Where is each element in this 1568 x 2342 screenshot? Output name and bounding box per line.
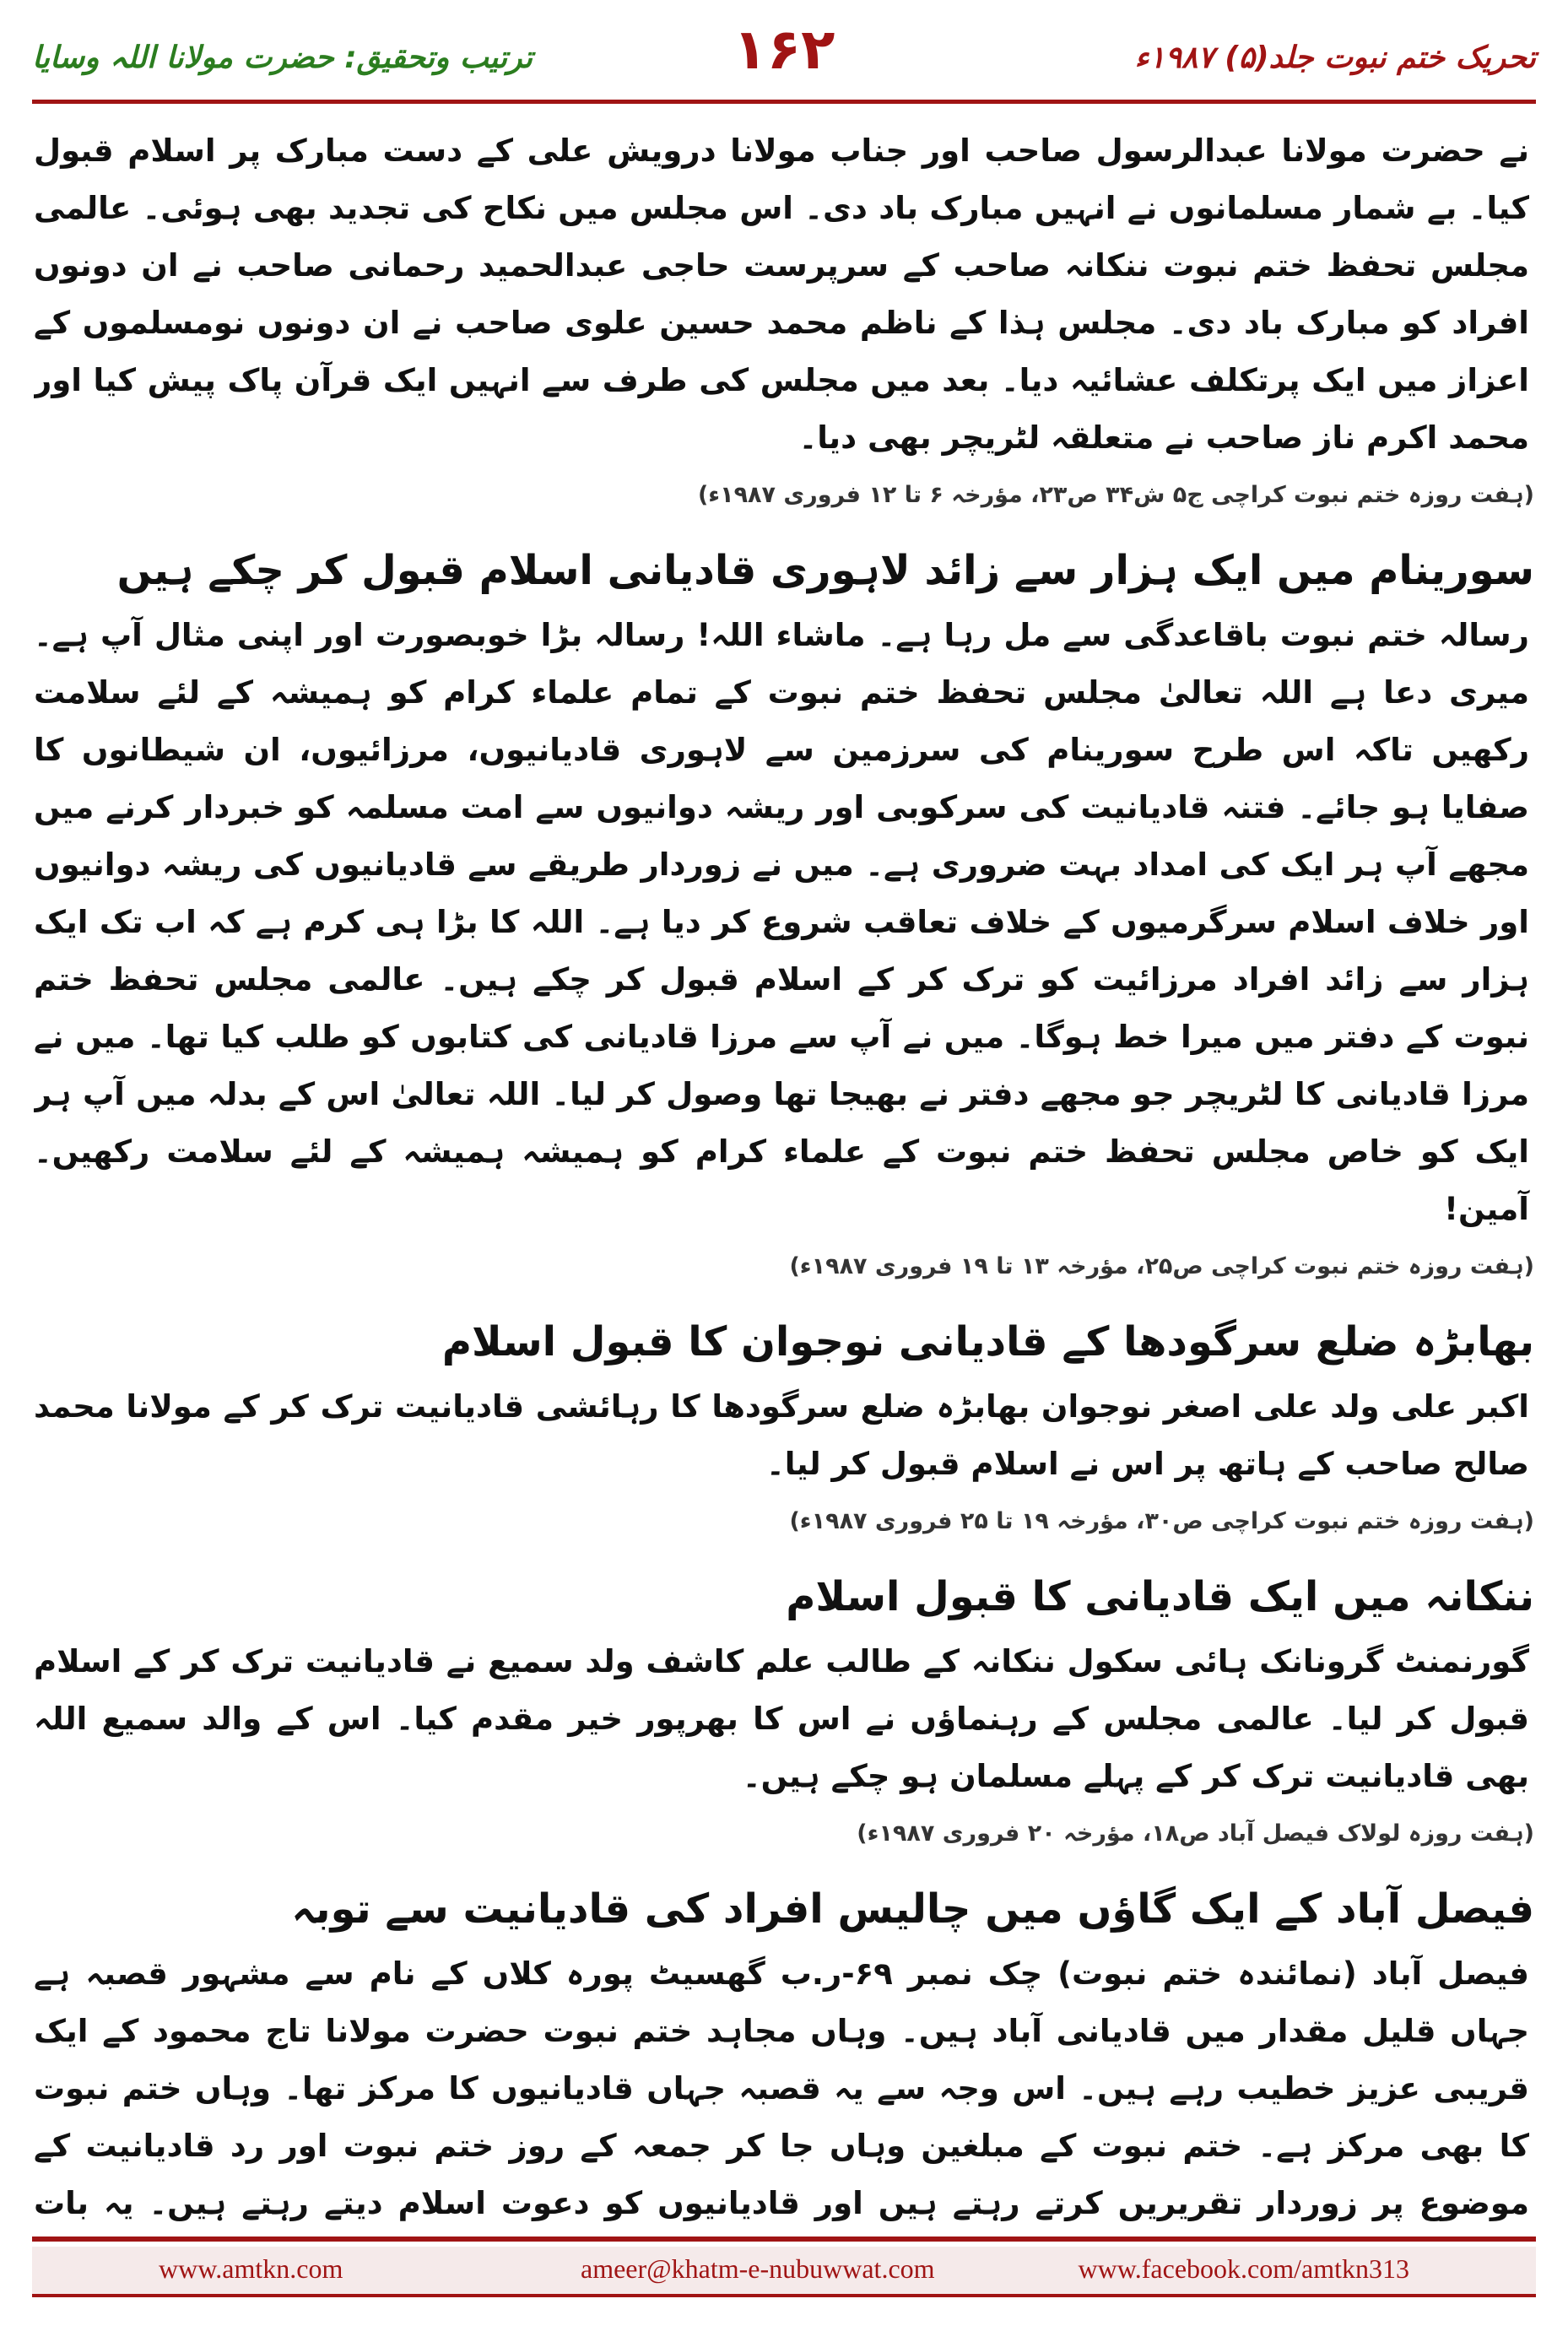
- header-rule: [32, 100, 1536, 104]
- paragraph: اکبر علی ولد علی اصغر نوجوان بھابڑہ ضلع سرگودھا کا رہائشی قادیانیت ترک کر کے مولانا محمد صالح صاحب کے ہاتھ پر اس نے اسلام قبول کر لیا۔: [34, 1388, 1529, 1482]
- header-book-title: تحریک ختم نبوت جلد(۵) ۱۹۸۷ء: [1134, 41, 1536, 75]
- paragraph: رسالہ ختم نبوت باقاعدگی سے مل رہا ہے۔ ماشاء اللہ! رسالہ بڑا خوبصورت اور اپنی مثال آپ ہے۔ میری دعا ہے اللہ تعالیٰ مجلس تحفظ ختم نبوت کے تمام علماء کرام کو ہمیشہ کے لئے سلامت رکھیں تاکہ اس طرح سورینام کی سرزمین سے لاہوری قادیانیوں، مرزائیوں، ان شیطانوں کا صفایا ہو جائے۔ فتنہ قادیانیت کی سرکوبی اور ریشہ دوانیوں سے امت مسلمہ کو خبردار کرنے میں مجھے آپ ہر ایک کی امداد بہت ضروری ہے۔ میں نے زوردار طریقے سے قادیانیوں کی ریشہ دوانیوں اور خلاف اسلام سرگرمیوں کے خلاف تعاقب شروع کر دیا ہے۔ اللہ کا بڑا ہی کرم ہے کہ اب تک ایک ہزار سے زائد افراد مرزائیت کو ترک کر کے اسلام قبول کر چکے ہیں۔ عالمی مجلس تحفظ ختم نبوت کے دفتر میں میرا خط ہوگا۔ میں نے آپ سے مرزا قادیانی کی کتابوں کو طلب کیا تھا۔ میں نے مرزا قادیانی کا لٹریچر جو مجھے دفتر نے بھیجا تھا وصول کر لیا۔ اللہ تعالیٰ اس کے بدلہ میں آپ ہر ایک کو خاص مجلس تحفظ ختم نبوت کے علماء کرام کو ہمیشہ ہمیشہ کے لئے سلامت رکھیں۔ آمین!: [34, 617, 1529, 1227]
- footer-email-link[interactable]: ameer@khatm-e-nubuwwat.com: [581, 2253, 935, 2284]
- footer-website-link[interactable]: www.amtkn.com: [159, 2253, 343, 2284]
- section-heading: ننکانہ میں ایک قادیانی کا قبول اسلام: [786, 1573, 1534, 1620]
- source-citation: (ہفت روزہ لولاک فیصل آباد ص۱۸، مؤرخہ ۲۰ فروری ۱۹۸۷ء): [857, 1820, 1534, 1847]
- page-header: [32, 17, 1536, 97]
- source-citation: (ہفت روزہ ختم نبوت کراچی ص۲۵، مؤرخہ ۱۳ تا ۱۹ فروری ۱۹۸۷ء): [789, 1253, 1534, 1279]
- header-compiler: ترتیب وتحقیق: حضرت مولانا اللہ وسایا: [32, 41, 533, 75]
- paragraph: فیصل آباد (نمائندہ ختم نبوت) چک نمبر ۶۹-ر.ب گھسیٹ پورہ کلاں کے نام سے مشہور قصبہ ہے جہاں قلیل مقدار میں قادیانی آباد ہیں۔ وہاں مجاہد ختم نبوت حضرت مولانا تاج محمود کے ایک قریبی عزیز خطیب رہے ہیں۔ اس وجہ سے یہ قصبہ جہاں قادیانیوں کا مرکز تھا۔ وہاں ختم نبوت کا بھی مرکز ہے۔ ختم نبوت کے مبلغین وہاں جا کر جمعہ کے روز ختم نبوت اور رد قادیانیت کے موضوع پر زوردار تقریریں کرتے رہتے ہیں اور قادیانیوں کو دعوت اسلام دیتے رہتے ہیں۔ یہ بات: [34, 1955, 1529, 2221]
- footer-rule: [32, 2237, 1536, 2242]
- page-footer: [32, 2247, 1536, 2297]
- footer-facebook-link[interactable]: www.facebook.com/amtkn313: [1078, 2253, 1409, 2284]
- page-body: [34, 122, 1534, 2232]
- section-heading: فیصل آباد کے ایک گاؤں میں چالیس افراد کی قادیانیت سے توبہ: [291, 1885, 1534, 1933]
- page-number: ۱۶۲: [733, 17, 835, 82]
- paragraph: نے حضرت مولانا عبدالرسول صاحب اور جناب مولانا درویش علی کے دست مبارک پر اسلام قبول کیا۔ بے شمار مسلمانوں نے انہیں مبارک باد دی۔ اس مجلس میں نکاح کی تجدید بھی ہوئی۔ عالمی مجلس تحفظ ختم نبوت ننکانہ صاحب کے سرپرست حاجی عبدالحمید رحمانی صاحب نے ان دونوں افراد کو مبارک باد دی۔ مجلس ہذا کے ناظم محمد حسین علوی صاحب نے ان دونوں نومسلموں کے اعزاز میں ایک پرتکلف عشائیہ دیا۔ بعد میں مجلس کی طرف سے انہیں ایک قرآن پاک پیش کیا اور محمد اکرم ناز صاحب نے متعلقہ لٹریچر بھی دیا۔: [34, 133, 1529, 456]
- source-citation: (ہفت روزہ ختم نبوت کراچی ج۵ ش۳۴ ص۲۳، مؤرخہ ۶ تا ۱۲ فروری ۱۹۸۷ء): [697, 482, 1534, 508]
- source-citation: (ہفت روزہ ختم نبوت کراچی ص۳۰، مؤرخہ ۱۹ تا ۲۵ فروری ۱۹۸۷ء): [789, 1508, 1534, 1534]
- section-heading: بھابڑہ ضلع سرگودھا کے قادیانی نوجوان کا قبول اسلام: [441, 1318, 1534, 1366]
- paragraph: گورنمنٹ گرونانک ہائی سکول ننکانہ کے طالب علم کاشف ولد سمیع نے قادیانیت ترک کر کے اسلام قبول کر لیا۔ عالمی مجلس کے رہنماؤں نے اس کا بھرپور خیر مقدم کیا۔ اس کے والد سمیع اللہ بھی قادیانیت ترک کر کے پہلے مسلمان ہو چکے ہیں۔: [34, 1643, 1529, 1794]
- section-heading: سورینام میں ایک ہزار سے زائد لاہوری قادیانی اسلام قبول کر چکے ہیں: [116, 547, 1534, 594]
